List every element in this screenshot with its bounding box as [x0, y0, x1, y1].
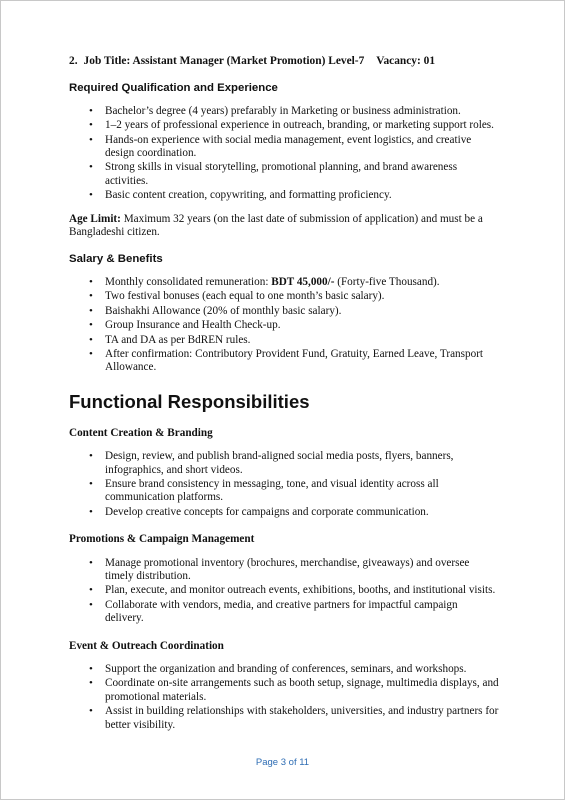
job-title: Job Title: Assistant Manager (Market Promotion) Level-7 — [83, 55, 365, 67]
age-limit-text: Maximum 32 years (on the last date of submission of application) and must be a Bangladeshi citizen. — [69, 212, 483, 239]
promotions-heading: Promotions & Campaign Management — [69, 533, 255, 546]
qualification-list — [69, 105, 499, 203]
qualification-heading: Required Qualification and Experience — [69, 82, 278, 95]
content-creation-heading: Content Creation & Branding — [69, 426, 213, 439]
salary-heading: Salary & Benefits — [69, 253, 163, 266]
page-number: Page 3 of 11 — [255, 757, 310, 768]
list-item: • Hands-on experience with social media management, event logistics, and creative design coordination. — [105, 134, 499, 161]
list-item: • Plan, execute, and monitor outreach events, exhibitions, booths, and institutional visits. — [105, 584, 499, 597]
list-item: • 1–2 years of professional experience in outreach, branding, or marketing support roles. — [105, 119, 499, 132]
list-item: • Manage promotional inventory (brochures, merchandise, giveaways) and oversee timely distribution. — [105, 557, 499, 584]
page-content — [69, 55, 499, 733]
list-item: • Collaborate with vendors, media, and creative partners for impactful campaign delivery. — [105, 599, 499, 626]
content-creation-list — [69, 450, 499, 519]
list-item: • Assist in building relationships with stakeholders, universities, and industry partners for better visibility. — [105, 705, 499, 732]
salary-list — [69, 276, 499, 375]
job-title-line — [69, 55, 499, 68]
functional-heading: Functional Responsibilities — [69, 390, 310, 412]
vacancy-count: Vacancy: 01 — [376, 55, 436, 67]
salary-prefix: Monthly consolidated remuneration: — [105, 275, 272, 288]
list-item: • Coordinate on-site arrangements such as booth setup, signage, multimedia displays, and promotional materials. — [105, 677, 499, 704]
list-item: • Ensure brand consistency in messaging, tone, and visual identity across all communication platforms. — [105, 478, 499, 505]
event-outreach-heading: Event & Outreach Coordination — [69, 639, 224, 652]
list-item: • Develop creative concepts for campaigns and corporate communication. — [105, 506, 499, 519]
list-item: • Baishakhi Allowance (20% of monthly basic salary). — [105, 305, 499, 318]
list-item: • Design, review, and publish brand-aligned social media posts, flyers, banners, infographics, and short videos. — [105, 450, 499, 477]
age-limit-label: Age Limit: — [69, 212, 121, 225]
list-item: • TA and DA as per BdREN rules. — [105, 334, 499, 347]
list-item — [105, 276, 499, 289]
job-number: 2. — [69, 55, 78, 67]
list-item: • Basic content creation, copywriting, and formatting proficiency. — [105, 189, 499, 202]
list-item: • Strong skills in visual storytelling, promotional planning, and brand awareness activities. — [105, 161, 499, 188]
list-item: • After confirmation: Contributory Provident Fund, Gratuity, Earned Leave, Transport Allowance. — [105, 348, 499, 375]
list-item: • Two festival bonuses (each equal to one month’s basic salary). — [105, 290, 499, 303]
event-outreach-list — [69, 663, 499, 732]
salary-suffix: (Forty-five Thousand). — [334, 275, 440, 288]
age-limit-paragraph — [69, 213, 499, 240]
list-item: • Support the organization and branding of conferences, seminars, and workshops. — [105, 663, 499, 676]
list-item: • Bachelor’s degree (4 years) prefarably in Marketing or business administration. — [105, 105, 499, 118]
list-item: • Group Insurance and Health Check-up. — [105, 319, 499, 332]
promotions-list — [69, 557, 499, 626]
salary-amount: BDT 45,000/- — [271, 275, 335, 288]
